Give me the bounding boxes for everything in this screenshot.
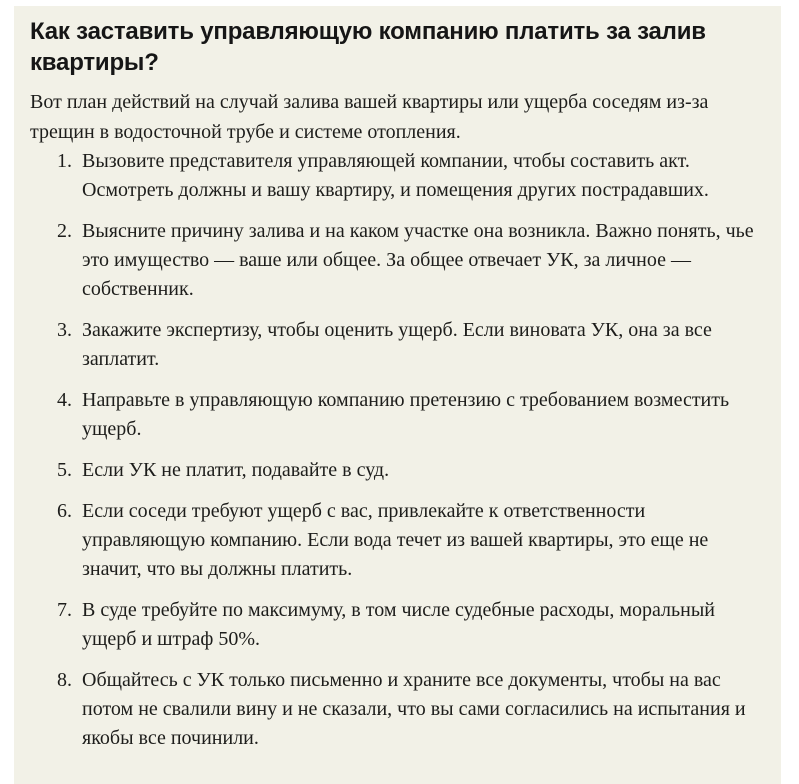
step-item-7: 7. В суде требуйте по максимуму, в том числе судебные расходы, моральный ущерб и штраф 50%. (77, 596, 765, 654)
article-title: Как заставить управляющую компанию платить за залив квартиры? (30, 18, 706, 76)
step-item-6: 6. Если соседи требуют ущерб с вас, привлекайте к ответственности управляющую компанию. Если вода течет из вашей квартиры, это еще не значит, что вы должны платить. (77, 497, 765, 584)
step-item-8: 8. Общайтесь с УК только письменно и храните все документы, чтобы на вас потом не свалили вину и не сказали, что вы сами согласились на испытания и якобы все починили. (77, 666, 765, 753)
step-item-2: 2. Выясните причину залива и на каком участке она возникла. Важно понять, чье это имущество — ваше или общее. За общее отвечает УК, за личное — собственник. (77, 217, 765, 304)
step-item-5: 5. Если УК не платит, подавайте в суд. (77, 456, 765, 485)
step-item-1: 1. Вызовите представителя управляющей компании, чтобы составить акт. Осмотреть должны и вашу квартиру, и помещения других пострадавших. (77, 147, 765, 205)
step-item-3: 3. Закажите экспертизу, чтобы оценить ущерб. Если виновата УК, она за все заплатит. (77, 316, 765, 374)
article-intro: Вот план действий на случай залива вашей квартиры или ущерба соседям из-за трещин в водосточной трубе и системе отопления. (30, 91, 709, 143)
article-panel (14, 6, 781, 784)
step-item-4: 4. Направьте в управляющую компанию претензию с требованием возместить ущерб. (77, 386, 765, 444)
steps-list (30, 147, 765, 753)
